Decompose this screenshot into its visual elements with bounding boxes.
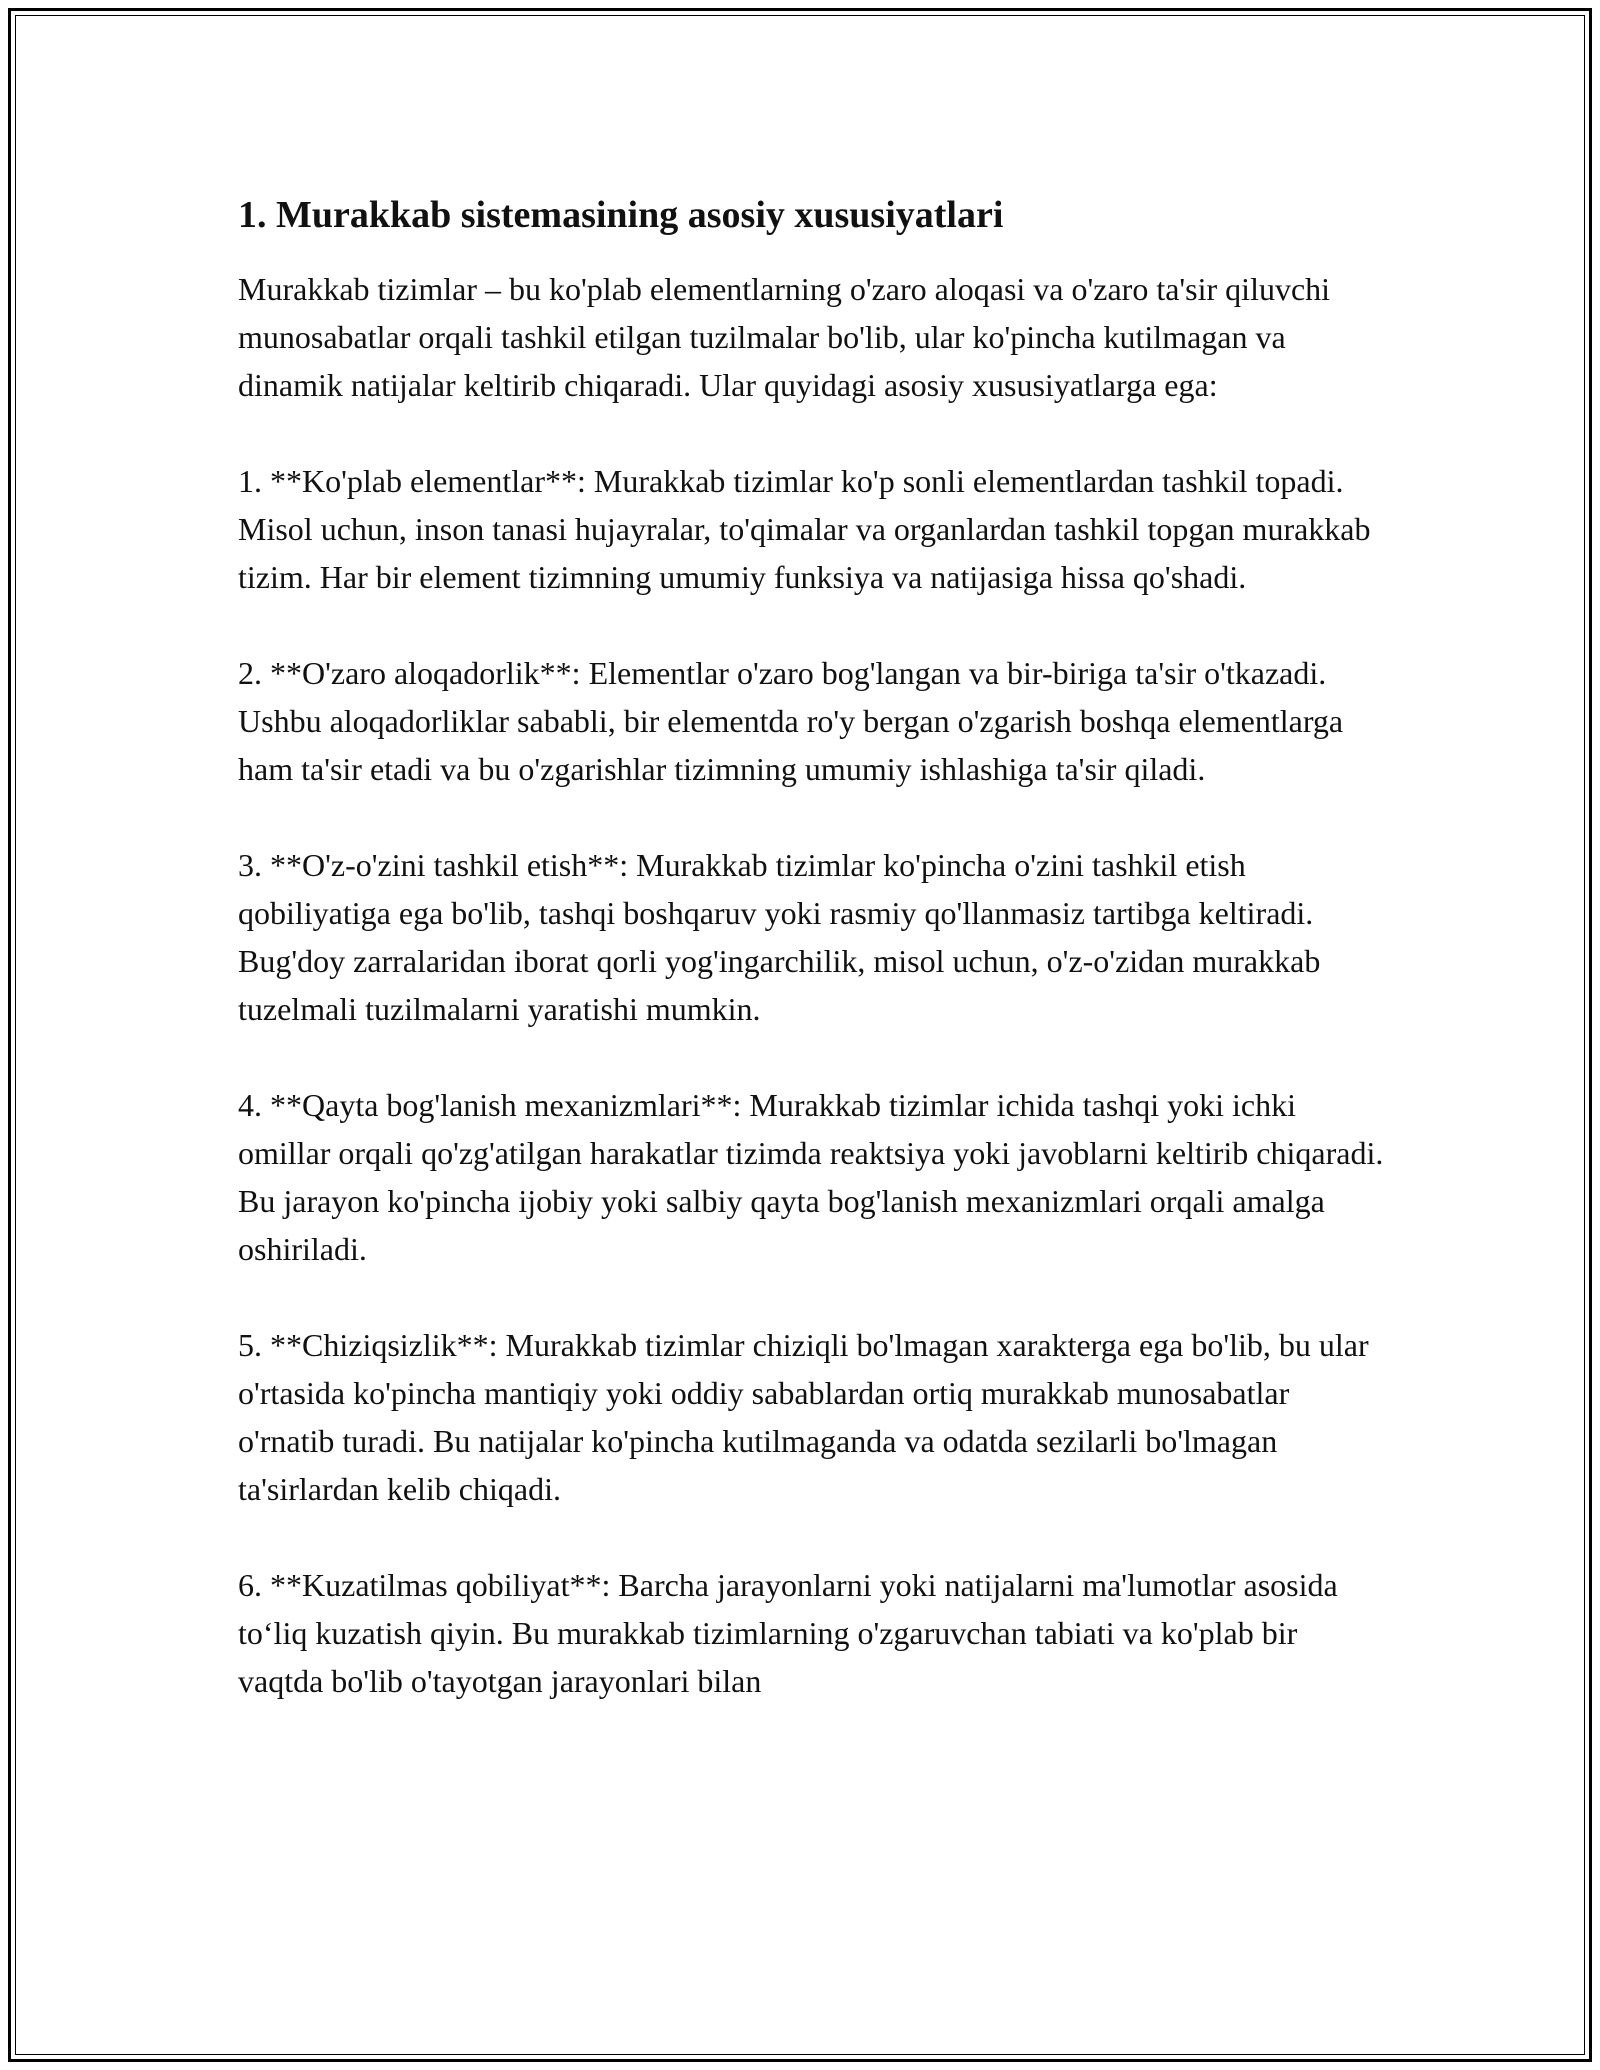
- list-item-5: 5. **Chiziqsizlik**: Murakkab tizimlar chiziqli bo'lmagan xarakterga ega bo'lib, bu ular o'rtasida ko'pincha mantiqiy yoki oddiy sabablardan ortiq murakkab munosabatlar o'rnatib turadi. Bu natijalar ko'pincha kutilmaganda va odatda sezilarli bo'lmagan ta'sirlardan kelib chiqadi.: [238, 1327, 1369, 1507]
- page-frame: [8, 8, 1592, 2062]
- list-item-6: 6. **Kuzatilmas qobiliyat**: Barcha jarayonlarni yoki natijalarni ma'lumotlar asosida to‘liq kuzatish qiyin. Bu murakkab tizimlarning o'zgaruvchan tabiati va ko'plab bir vaqtda bo'lib o'tayotgan jarayonlari bilan: [238, 1567, 1338, 1699]
- list-item-2: 2. **O'zaro aloqadorlik**: Elementlar o'zaro bog'langan va bir-biriga ta'sir o'tkazadi. Ushbu aloqadorliklar sababli, bir elementda ro'y bergan o'zgarish boshqa elementlarga ham ta'sir etadi va bu o'zgarishlar tizimning umumiy ishlashiga ta'sir qiladi.: [238, 655, 1344, 787]
- intro-paragraph: Murakkab tizimlar – bu ko'plab elementlarning o'zaro aloqasi va o'zaro ta'sir qiluvchi munosabatlar orqali tashkil etilgan tuzilmalar bo'lib, ular ko'pincha kutilmagan va dinamik natijalar keltirib chiqaradi. Ular quyidagi asosiy xususiyatlarga ega:: [238, 271, 1331, 403]
- list-item-4: 4. **Qayta bog'lanish mexanizmlari**: Murakkab tizimlar ichida tashqi yoki ichki omillar orqali qo'zg'atilgan harakatlar tizimda reaktsiya yoki javoblarni keltirib chiqaradi. Bu jarayon ko'pincha ijobiy yoki salbiy qayta bog'lanish mexanizmlari orqali amalga oshiriladi.: [238, 1087, 1384, 1267]
- document-title: 1. Murakkab sistemasining asosiy xususiyatlari: [238, 194, 1004, 236]
- list-item-3: 3. **O'z-o'zini tashkil etish**: Murakkab tizimlar ko'pincha o'zini tashkil etish qobiliyatiga ega bo'lib, tashqi boshqaruv yoki rasmiy qo'llanmasiz tartibga keltiradi. Bug'doy zarralaridan iborat qorli yog'ingarchilik, misol uchun, o'z-o'zidan murakkab tuzelmali tuzilmalarni yaratishi mumkin.: [238, 847, 1321, 1027]
- document-body: [238, 187, 1388, 1705]
- list-item-1: 1. **Ko'plab elementlar**: Murakkab tizimlar ko'p sonli elementlardan tashkil topadi. Misol uchun, inson tanasi hujayralar, to'qimalar va organlardan tashkil topgan murakkab tizim. Har bir element tizimning umumiy funksiya va natijasiga hissa qo'shadi.: [238, 463, 1371, 595]
